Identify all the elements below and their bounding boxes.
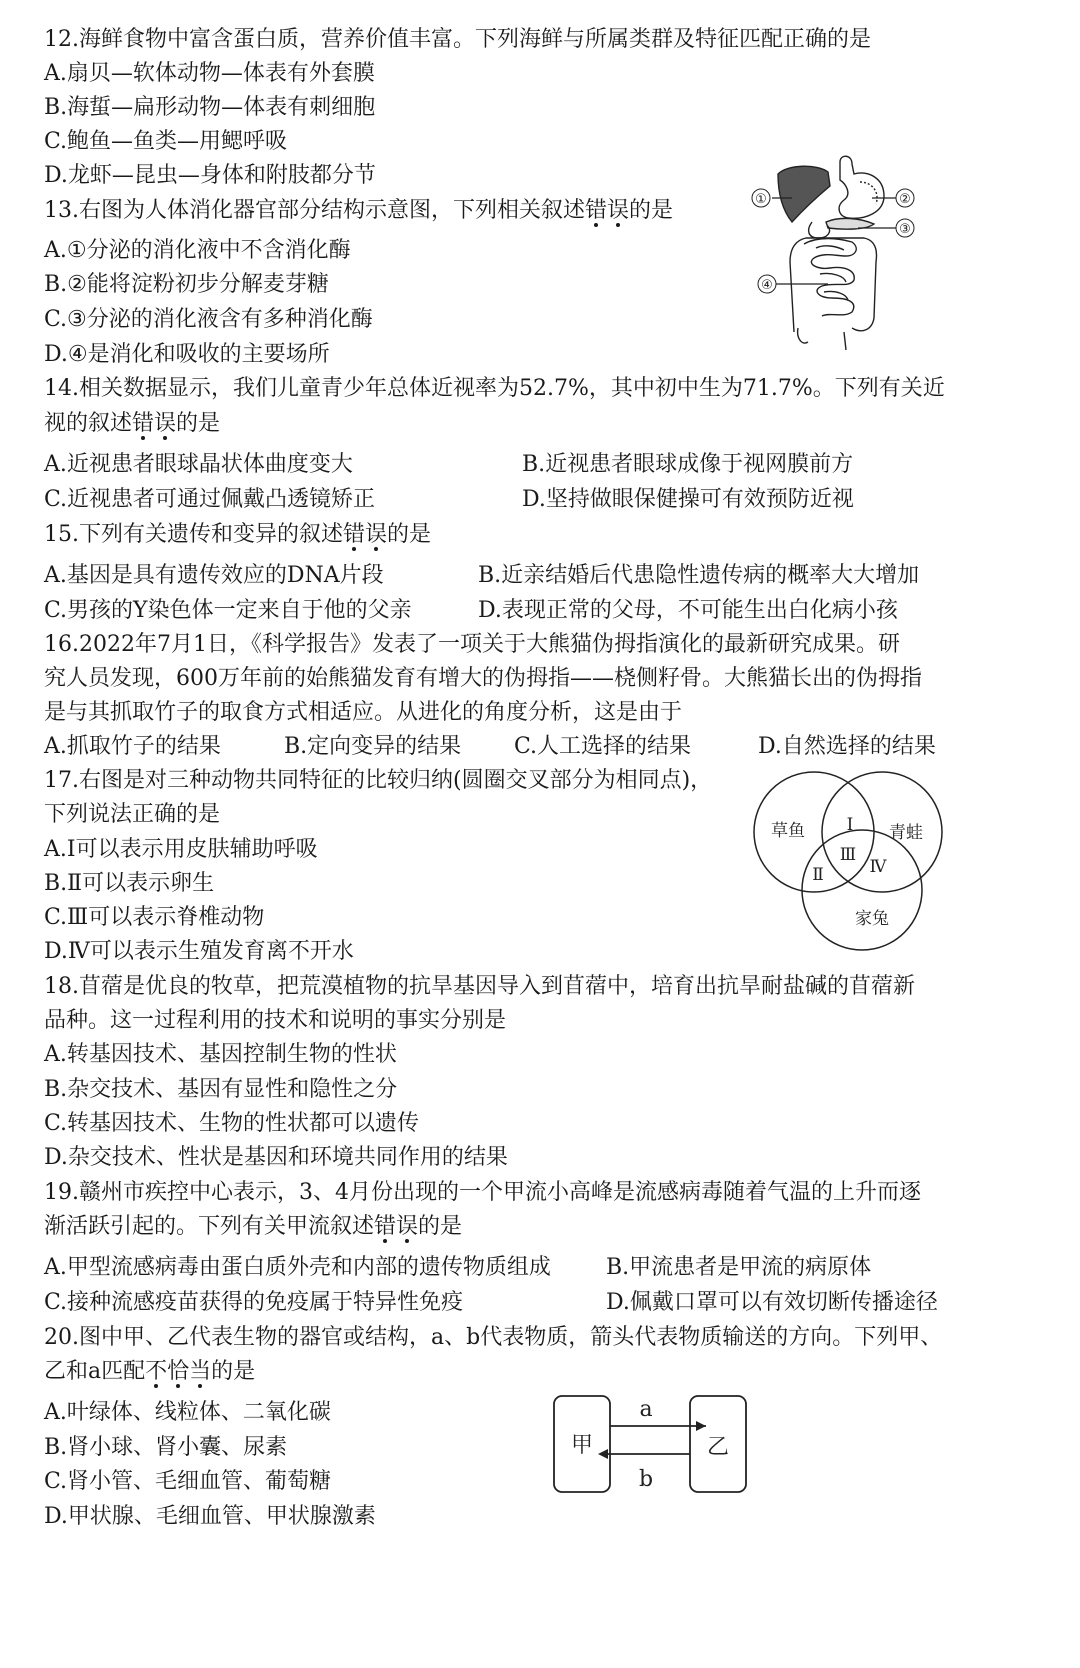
transport-diagram [550,1390,750,1500]
q15-option-b: B.近亲结婚后代患隐性遗传病的概率大大增加 [478,563,920,588]
q18-stem-line1: 18.苜蓿是优良的牧草，把荒漠植物的抗旱基因导入到苜蓿中，培育出抗旱耐盐碱的苜蓿新 [44,974,915,999]
q19-option-d: D.佩戴口罩可以有效切断传播途径 [606,1290,938,1315]
q17-option-d: D.Ⅳ可以表示生殖发育离不开水 [44,939,354,964]
q16-stem-line2: 究人员发现，600万年前的始熊猫发育有增大的伪拇指——桡侧籽骨。大熊猫长出的伪拇指 [44,666,922,691]
q15-option-d: D.表现正常的父母，不可能生出白化病小孩 [478,598,898,623]
q19-stem-line2: 渐活跃引起的。下列有关甲流叙述错误的是 [44,1214,463,1239]
venn-region-1: Ⅰ [846,815,854,835]
q20-option-d: D.甲状腺、毛细血管、甲状腺激素 [44,1504,376,1529]
q18-option-c: C.转基因技术、生物的性状都可以遗传 [44,1111,420,1136]
q18-option-b: B.杂交技术、基因有显性和隐性之分 [44,1077,398,1102]
q15-stem: 15.下列有关遗传和变异的叙述错误的是 [44,522,432,547]
q15-option-c: C.男孩的Y染色体一定来自于他的父亲 [44,598,412,623]
emphasis-char: 恰 [167,1359,190,1384]
q20-option-b: B.肾小球、肾小囊、尿素 [44,1435,288,1460]
q20-stem-line2: 乙和a匹配不恰当的是 [44,1359,256,1384]
digestive-system-figure [748,152,924,352]
q12-stem: 12.海鲜食物中富含蛋白质，营养价值丰富。下列海鲜与所属类群及特征匹配正确的是 [44,27,871,52]
q18-stem-line2: 品种。这一过程利用的技术和说明的事实分别是 [44,1008,507,1033]
emphasis-char: 错 [132,411,155,436]
q19-option-c: C.接种流感疫苗获得的免疫属于特异性免疫 [44,1290,464,1315]
q16-stem-line3: 是与其抓取竹子的取食方式相适应。从进化的角度分析，这是由于 [44,700,683,725]
small-intestine-shape [804,239,856,317]
liver-shape [778,166,830,222]
venn-label-rabbit: 家兔 [855,909,889,929]
q14-option-b: B.近视患者眼球成像于视网膜前方 [522,452,854,477]
label-yi: 乙 [706,1435,730,1460]
venn-region-3: Ⅲ [839,845,857,865]
q12-option-c: C.鲍鱼—鱼类—用鳃呼吸 [44,129,288,154]
q12-option-b: B.海蜇—扁形动物—体表有刺细胞 [44,95,376,120]
venn-label-frog: 青蛙 [889,823,923,843]
emphasis-char: 不 [145,1359,168,1384]
q14-stem-line1: 14.相关数据显示，我们儿童青少年总体近视率为52.7%，其中初中生为71.7%。下列有关近 [44,376,945,401]
q14-stem-line2: 视的叙述错误的是 [44,411,221,436]
label-3: ③ [899,222,911,237]
q20-option-a: A.叶绿体、线粒体、二氧化碳 [44,1400,331,1425]
emphasis-char: 错 [585,198,608,223]
label-1: ① [755,192,767,207]
label-a: a [639,1397,653,1422]
emphasis-char: 误 [607,198,630,223]
q16-option-b: B.定向变异的结果 [284,734,462,759]
q20-stem-line1: 20.图中甲、乙代表生物的器官或结构，a、b代表物质，箭头代表物质输送的方向。下列甲、 [44,1325,943,1350]
q17-option-a: A.Ⅰ可以表示用皮肤辅助呼吸 [44,837,318,862]
q19-option-a: A.甲型流感病毒由蛋白质外壳和内部的遗传物质组成 [44,1255,551,1280]
venn-region-2: Ⅱ [812,865,824,885]
q17-option-c: C.Ⅲ可以表示脊椎动物 [44,905,265,930]
label-b: b [638,1467,654,1492]
q12-option-a: A.扇贝—软体动物—体表有外套膜 [44,61,375,86]
venn-diagram [748,768,948,958]
venn-label-grass-carp: 草鱼 [771,821,805,841]
q18-option-a: A.转基因技术、基因控制生物的性状 [44,1042,397,1067]
venn-region-4: Ⅳ [869,857,887,877]
emphasis-char: 误 [396,1214,419,1239]
q19-option-b: B.甲流患者是甲流的病原体 [606,1255,872,1280]
stomach-shape [839,156,884,218]
q16-stem-line1: 16.2022年7月1日，《科学报告》发表了一项关于大熊猫伪拇指演化的最新研究成果。研 [44,632,900,657]
label-2: ② [899,192,911,207]
q15-option-a: A.基因是具有遗传效应的DNA片段 [44,563,384,588]
venn-circle-rabbit [802,830,922,950]
emphasis-char: 错 [343,522,366,547]
q17-stem-line1: 17.右图是对三种动物共同特征的比较归纳(圆圈交叉部分为相同点)， [44,768,713,793]
q18-option-d: D.杂交技术、性状是基因和环境共同作用的结果 [44,1145,508,1170]
q13-option-c: C.③分泌的消化液含有多种消化酶 [44,307,373,332]
emphasis-char: 当 [189,1359,212,1384]
q13-option-d: D.④是消化和吸收的主要场所 [44,342,330,367]
q16-option-a: A.抓取竹子的结果 [44,734,221,759]
emphasis-char: 错 [374,1214,397,1239]
q13-stem: 13.右图为人体消化器官部分结构示意图，下列相关叙述错误的是 [44,198,674,223]
label-4: ④ [761,278,773,293]
q17-option-b: B.Ⅱ可以表示卵生 [44,871,215,896]
q13-option-b: B.②能将淀粉初步分解麦芽糖 [44,272,329,297]
q20-option-c: C.肾小管、毛细血管、葡萄糖 [44,1469,332,1494]
q19-stem-line1: 19.赣州市疾控中心表示，3、4月份出现的一个甲流小高峰是流感病毒随着气温的上升而逐 [44,1180,921,1205]
q14-option-d: D.坚持做眼保健操可有效预防近视 [522,487,854,512]
emphasis-char: 误 [154,411,177,436]
q14-option-c: C.近视患者可通过佩戴凸透镜矫正 [44,487,376,512]
emphasis-char: 误 [365,522,388,547]
q14-option-a: A.近视患者眼球晶状体曲度变大 [44,452,353,477]
q16-option-c: C.人工选择的结果 [514,734,692,759]
label-jia: 甲 [570,1433,594,1458]
q16-option-d: D.自然选择的结果 [758,734,936,759]
q12-option-d: D.龙虾—昆虫—身体和附肢都分节 [44,163,376,188]
q17-stem-line2: 下列说法正确的是 [44,802,221,827]
q13-option-a: A.①分泌的消化液中不含消化酶 [44,238,351,263]
